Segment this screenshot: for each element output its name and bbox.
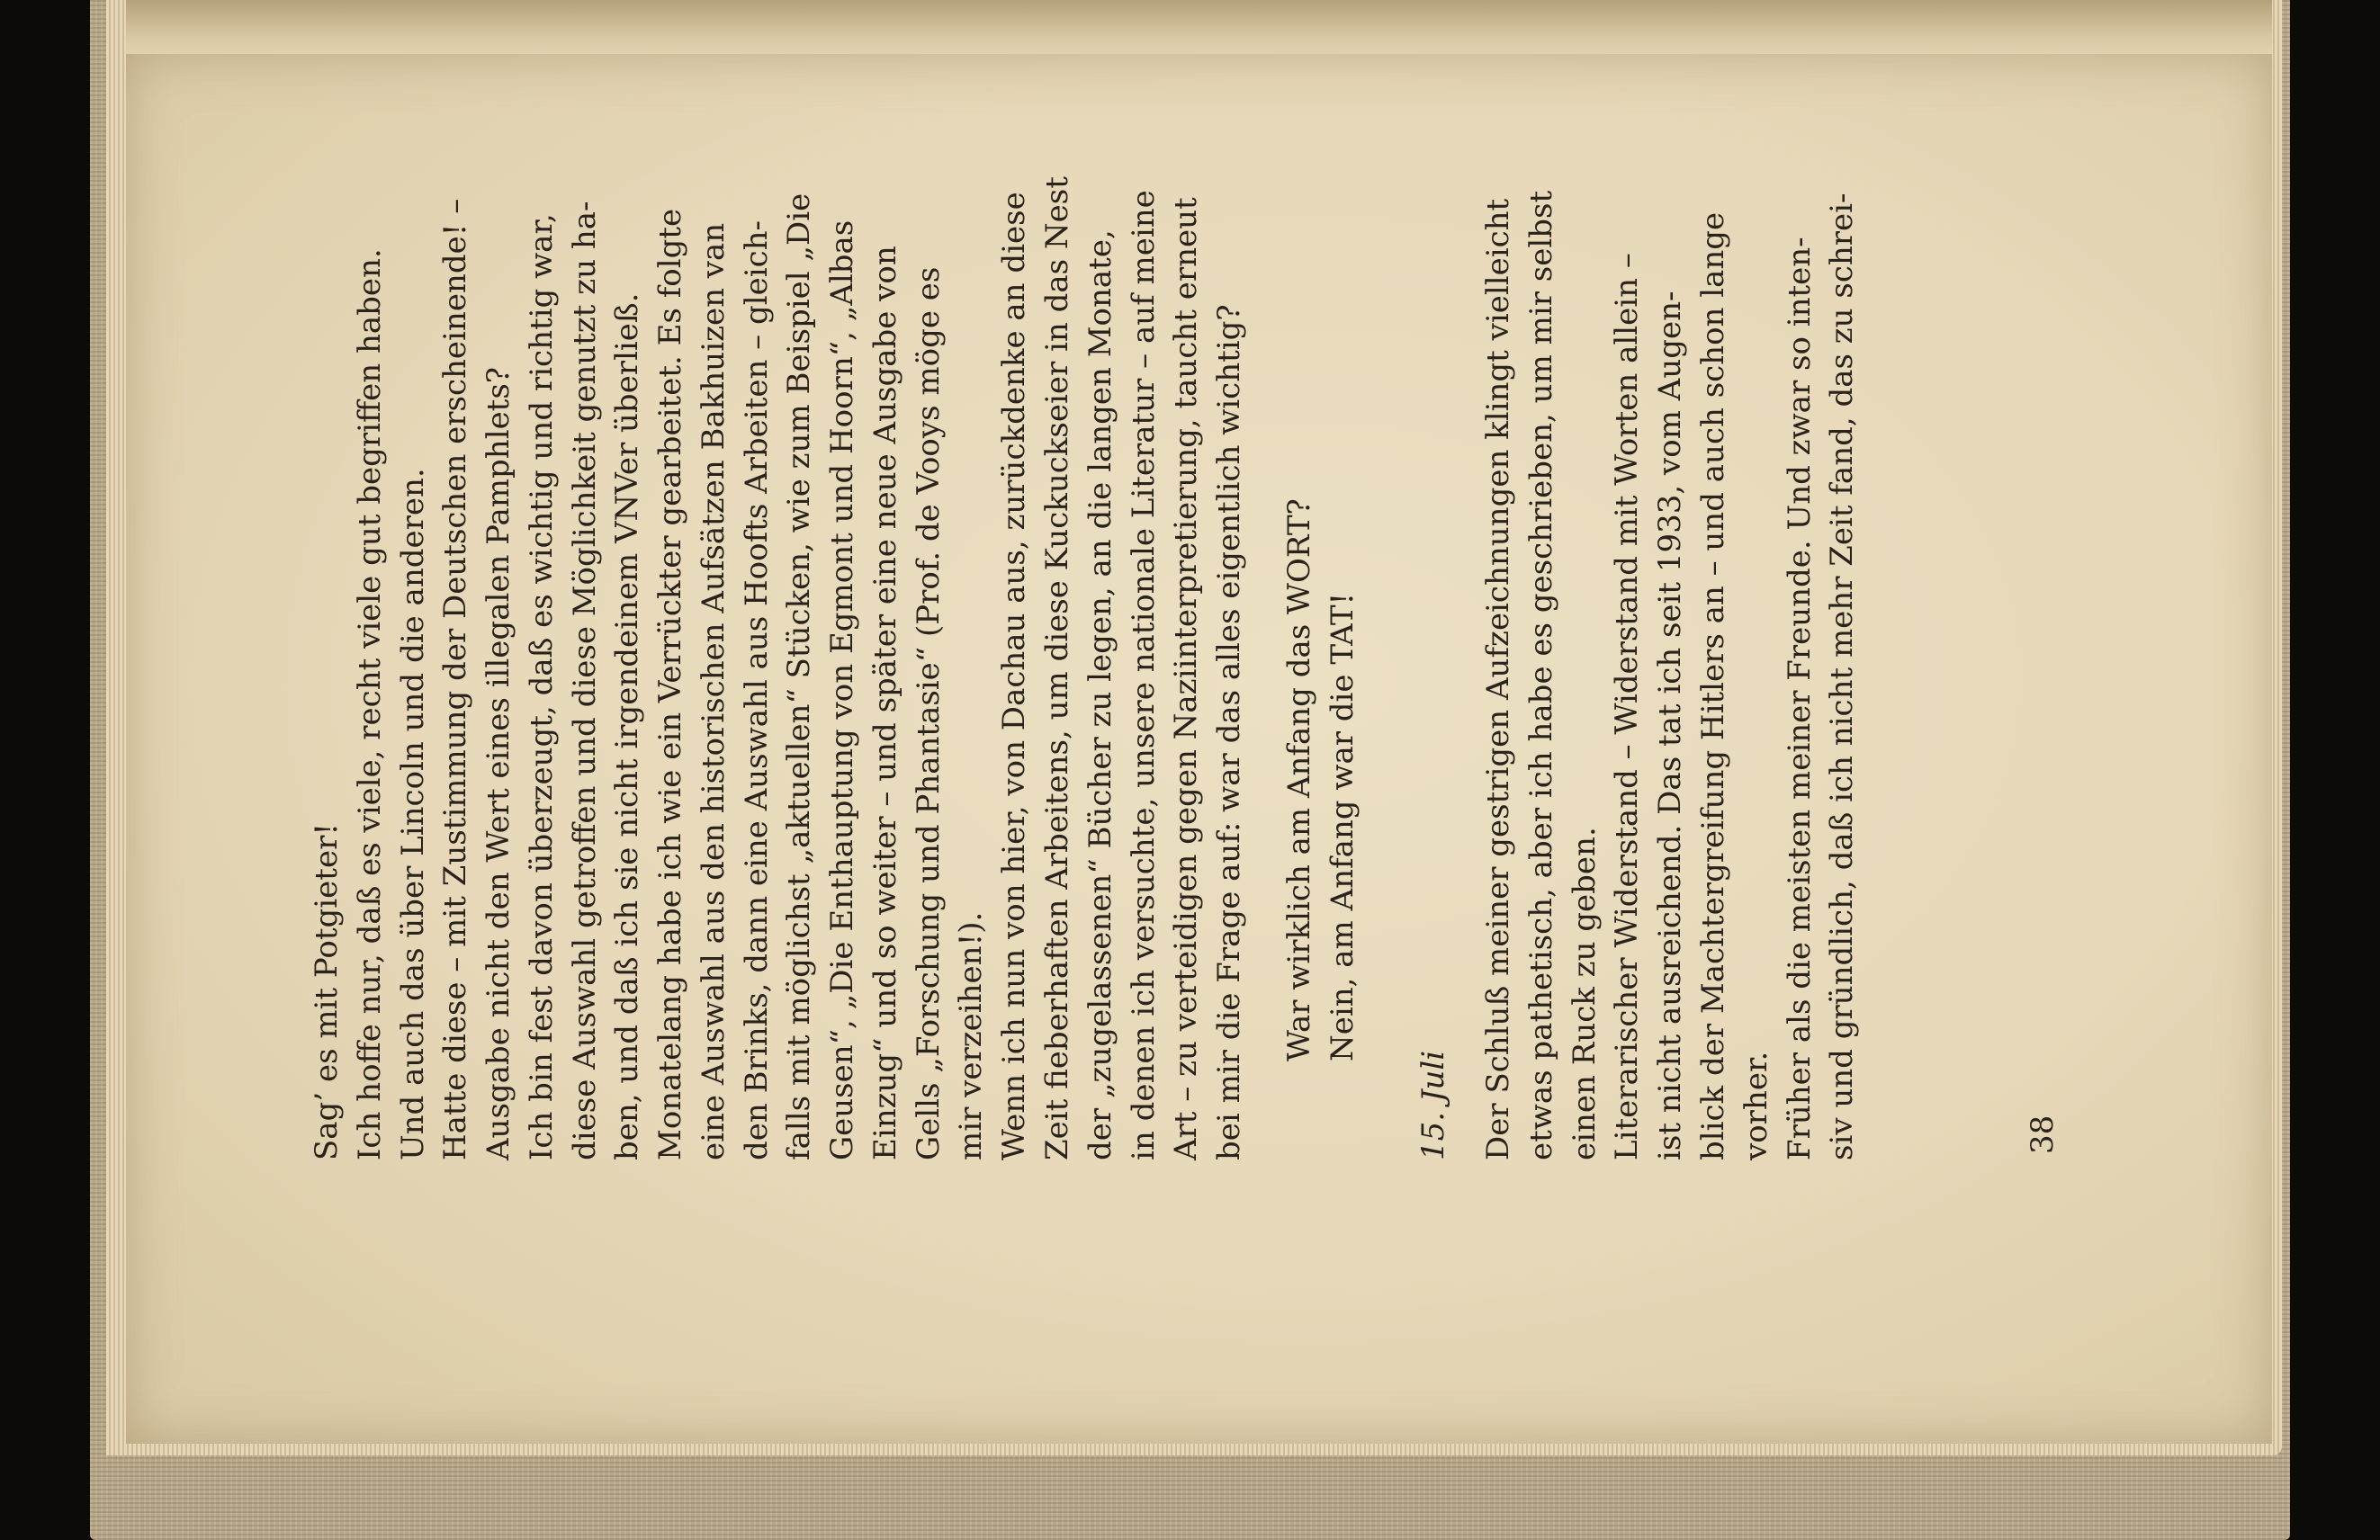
text-line: etwas pathetisch, aber ich habe es geschrieben, um mir selbst [1522, 190, 1559, 1160]
text-line: Literarischer Widerstand – Widerstand mit Worten allein – [1609, 253, 1646, 1160]
text-line: diese Auswahl getroffen und diese Möglichkeit genutzt zu ha- [566, 201, 603, 1160]
text-line: Gells „Forschung und Phantasie“ (Prof. de Vooys möge es [910, 266, 947, 1160]
page-number: 38 [2025, 1115, 2061, 1154]
text-line: siv und gründlich, daß ich nicht mehr Zeit fand, das zu schrei- [1824, 192, 1861, 1160]
text-line: Und auch das über Lincoln und die anderen. [394, 468, 431, 1160]
text-line: Ich hoffe nur, daß es viele, recht viele gut begriffen haben. [351, 248, 388, 1160]
text-line: falls mit möglichst „aktuellen“ Stücken, wie zum Beispiel „Die [781, 192, 818, 1160]
verse-line: War wirklich am Anfang das WORT? [1280, 498, 1317, 1061]
text-line: vorher. [1738, 1051, 1774, 1160]
text-line: Ich bin fest davon überzeugt, daß es wichtig und richtig war, [523, 213, 560, 1160]
text-line: Monatelang habe ich wie ein Verrückter gearbeitet. Es folgte [652, 208, 689, 1160]
text-line: Hatte diese – mit Zustimmung der Deutschen erscheinende! – [437, 198, 474, 1160]
text-line: Einzug“ und so weiter – und später eine neue Ausgabe von [867, 246, 903, 1160]
text-line: ist nicht ausreichend. Das tat ich seit 1933, vom Augen- [1652, 291, 1689, 1160]
text-line: einen Ruck zu geben. [1566, 827, 1603, 1160]
text-line: ben, und daß ich sie nicht irgendeinem VNVer überließ. [609, 292, 646, 1160]
text-line: bei mir die Frage auf: war das alles eigentlich wichtig? [1211, 304, 1248, 1160]
text-line: der „zugelassenen“ Bücher zu legen, an die langen Monate, [1082, 229, 1118, 1160]
verse-line: Nein, am Anfang war die TAT! [1324, 592, 1361, 1061]
text-line: den Brinks, dann eine Auswahl aus Hoofts Arbeiten – gleich- [738, 219, 775, 1160]
text-line: eine Auswahl aus den historischen Aufsätzen Bakhuizen van [695, 222, 732, 1160]
text-line: Der Schluß meiner gestrigen Aufzeichnungen klingt vielleicht [1480, 198, 1517, 1160]
text-line: in denen ich versuchte, unsere nationale Literatur – auf meine [1125, 190, 1162, 1160]
paragraph-gap [1252, 90, 1279, 1160]
text-line: Zeit fieberhaften Arbeitens, um diese Kuckuckseier in das Nest [1039, 176, 1076, 1160]
text-line: Ausgabe nicht den Wert eines illegalen Pamphlets? [480, 366, 517, 1160]
text-line: Art – zu verteidigen gegen Naziinterpretierung, taucht erneut [1168, 197, 1205, 1160]
date-heading: 15. Juli [1415, 1050, 1452, 1160]
text-line: Sag’ es mit Potgieter! [309, 823, 345, 1160]
text-line: Geusen“, „Die Enthauptung von Egmont und Hoorn“, „Albas [824, 219, 861, 1160]
text-line: mir verzeihen!). [953, 911, 990, 1160]
text-line: Wenn ich nun von hier, von Dachau aus, zurückdenke an diese [996, 192, 1033, 1160]
page-text-block [306, 90, 1864, 1160]
text-line: Früher als die meisten meiner Freunde. Und zwar so inten- [1781, 237, 1818, 1160]
text-line: blick der Machtergreifung Hitlers an – und auch schon lange [1694, 211, 1731, 1160]
